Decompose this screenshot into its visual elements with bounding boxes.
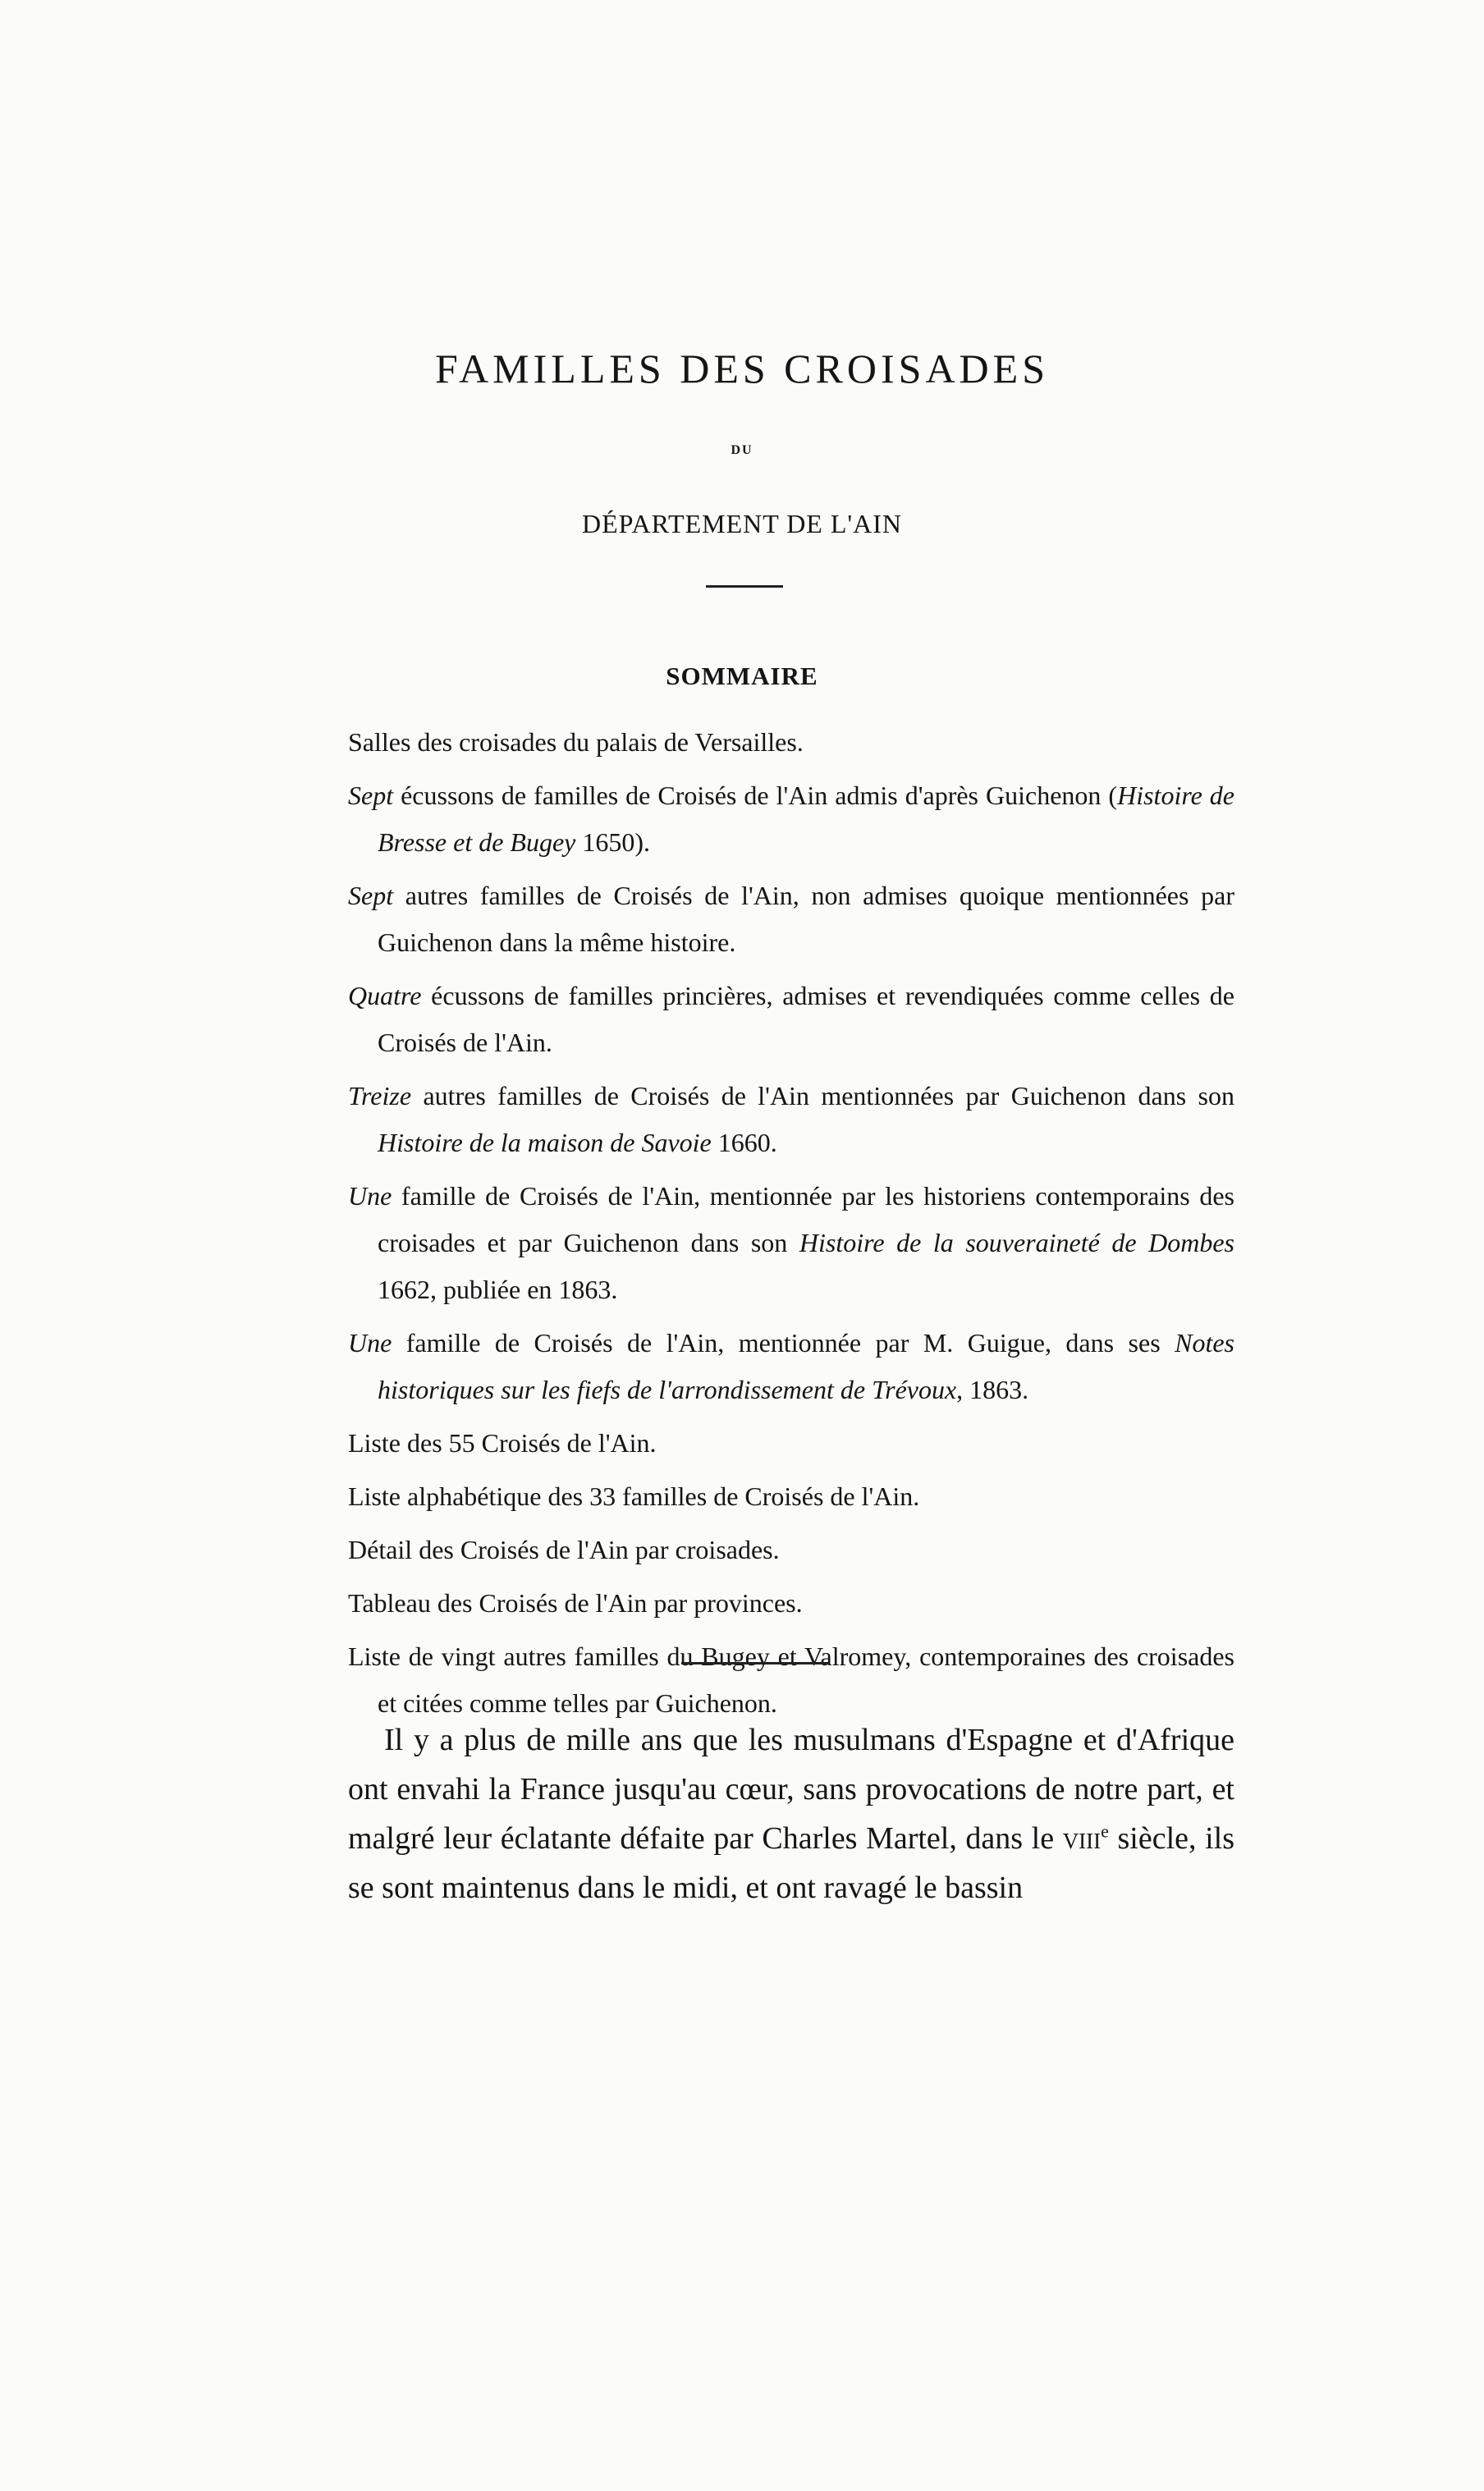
entry-tail: 1662, publiée en 1863. <box>378 1275 618 1304</box>
summary-entry <box>348 772 1234 866</box>
entry-tail: , 1863. <box>956 1375 1029 1404</box>
entry-italic: Notes historiques sur les fiefs de l'arrondissement de Trévoux <box>378 1328 1234 1404</box>
entry-text: famille de Croisés de l'Ain, mentionnée par les historiens contemporains des croisades et par Guichenon dans son <box>378 1181 1234 1257</box>
summary-list <box>348 719 1234 1733</box>
title-connector: DU <box>731 443 753 457</box>
summary-entry <box>348 1420 1234 1467</box>
summary-entry <box>348 1073 1234 1166</box>
summary-entry <box>348 1633 1234 1727</box>
department-subtitle: DÉPARTEMENT DE L'AIN <box>581 509 903 538</box>
entry-lead: Sept <box>348 881 394 910</box>
summary-entry <box>348 973 1234 1066</box>
body-text-part-2: siècle, ils se sont maintenus dans le midi, et ont ravagé le bassin <box>348 1821 1235 1905</box>
entry-text: Détail des Croisés de l'Ain par croisades. <box>348 1535 780 1564</box>
entry-lead: Sept <box>348 781 394 810</box>
summary-entry <box>348 1473 1234 1520</box>
section-divider <box>681 1662 829 1664</box>
summary-entry <box>348 719 1234 766</box>
entry-text: écussons de familles princières, admises et revendiquées comme celles de Croisés de l'Ain. <box>378 981 1234 1057</box>
summary-entry <box>348 1320 1234 1413</box>
entry-lead: Treize <box>348 1081 412 1110</box>
entry-lead: Une <box>348 1328 392 1358</box>
entry-text: écussons de familles de Croisés de l'Ain admis d'après Guichenon ( <box>393 781 1118 810</box>
entry-text: autres familles de Croisés de l'Ain mentionnées par Guichenon dans son <box>411 1081 1234 1110</box>
body-text-part-1: Il y a plus de mille ans que les musulmans d'Espagne et d'Afrique ont envahi la France jusqu'au cœur, sans provocations de notre part, et malgré leur éclatante défaite par Charles Martel, dans le <box>348 1723 1234 1856</box>
section-divider <box>706 585 783 588</box>
summary-entry <box>348 1580 1234 1627</box>
century-superscript: e <box>1101 1820 1109 1842</box>
entry-text: famille de Croisés de l'Ain, mentionnée par M. Guigue, dans ses <box>392 1328 1175 1358</box>
summary-entry <box>348 1173 1234 1313</box>
body-paragraph <box>348 1715 1234 1912</box>
entry-text: autres familles de Croisés de l'Ain, non admises quoique mentionnées par Guichenon dans la même histoire. <box>378 881 1234 957</box>
entry-tail: 1660. <box>711 1128 777 1157</box>
entry-text: Tableau des Croisés de l'Ain par provinces. <box>348 1588 803 1618</box>
entry-italic: Histoire de la maison de Savoie <box>378 1128 712 1157</box>
entry-lead: Une <box>348 1181 392 1211</box>
entry-text: Liste de vingt autres familles du Bugey et Valromey, contemporaines des croisades et citées comme telles par Guichenon. <box>348 1642 1234 1718</box>
century-numeral: viii <box>1062 1821 1102 1856</box>
summary-entry <box>348 1527 1234 1573</box>
summary-entry <box>348 872 1234 966</box>
entry-lead: Quatre <box>348 981 422 1010</box>
entry-tail: 1650). <box>575 827 651 857</box>
entry-italic: Histoire de la souveraineté de Dombes <box>799 1228 1235 1257</box>
entry-text: Salles des croisades du palais de Versailles. <box>348 727 804 757</box>
summary-heading: SOMMAIRE <box>666 662 818 690</box>
entry-text: Liste alphabétique des 33 familles de Croisés de l'Ain. <box>348 1481 920 1511</box>
page-title: FAMILLES DES CROISADES <box>434 346 1050 392</box>
entry-text: Liste des 55 Croisés de l'Ain. <box>348 1428 657 1458</box>
entry-italic: Histoire de Bresse et de Bugey <box>378 781 1235 857</box>
